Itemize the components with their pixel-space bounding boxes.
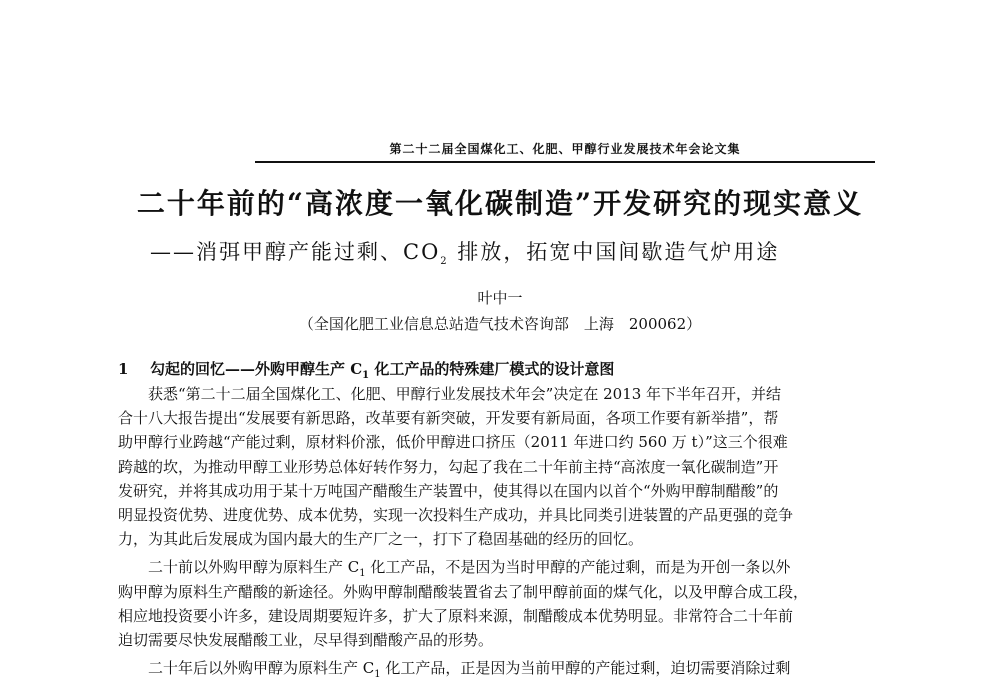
p2-text-after: 化工产品，不是因为当时甲醇的产能过剩，而是为开创一条以外 — [365, 558, 791, 577]
body-text — [118, 382, 882, 680]
p3-text-before: 二十年后以外购甲醇为原料生产 C — [148, 659, 375, 678]
subtitle-text-after: 排放，拓宽中国间歇造气炉用途 — [448, 240, 780, 264]
section-number: 1 — [118, 360, 129, 378]
paragraph-2-line — [118, 555, 882, 579]
p3-subscript: 1 — [374, 669, 381, 681]
paragraph-1-line: 获悉“第二十二届全国煤化工、化肥、甲醇行业发展技术年会”决定在 2013 年下半年召开，并结 — [148, 385, 782, 403]
article-title: 二十年前的“高浓度一氧化碳制造”开发研究的现实意义 — [136, 187, 864, 220]
article-subtitle — [150, 236, 870, 267]
paragraph-2-line: 迫切需要尽快发展醋酸工业，尽早得到醋酸产品的形势。 — [118, 630, 494, 649]
section-heading — [118, 358, 898, 381]
paragraph-2-line: 购甲醇为原料生产醋酸的新途径。外购甲醇制醋酸装置省去了制甲醇前面的煤气化，以及甲醇合成工段， — [118, 582, 809, 601]
paragraph-3-line — [118, 656, 882, 680]
paragraph-1-line: 合十八大报告提出“发展要有新思路，改革要有新突破，开发要有新局面，各项工作要有新举措”，帮 — [118, 409, 779, 428]
p3-text-after: 化工产品，正是因为当前甲醇的产能过剩，迫切需要消除过剩 — [380, 659, 791, 678]
paragraph-1-line: 助甲醇行业跨越“产能过剩，原材料价涨，低价甲醇进口挤压（2011 年进口约 560 万 t）”这三个很难 — [118, 433, 788, 452]
section-heading-after: 化工产品的特殊建厂模式的设计意图 — [369, 360, 615, 378]
section-heading-before: 勾起的回忆——外购甲醇生产 C — [150, 360, 363, 378]
p2-text-before: 二十前以外购甲醇为原料生产 C — [148, 558, 360, 577]
paragraph-1-line: 跨越的坎，为推动甲醇工业形势总体好转作努力，勾起了我在二十年前主持“高浓度一氧化碳制造”开 — [118, 457, 779, 476]
header-rule — [255, 161, 875, 163]
running-header: 第二十二届全国煤化工、化肥、甲醇行业发展技术年会论文集 — [389, 142, 741, 156]
paragraph-1-line: 明显投资优势、进度优势、成本优势，实现一次投料生产成功，并具比同类引进装置的产品更强的竞争 — [118, 505, 794, 524]
p2-subscript: 1 — [359, 568, 366, 580]
paragraph-1-line: 力，为其此后发展成为国内最大的生产厂之一，打下了稳固基础的经历的回忆。 — [118, 530, 644, 549]
subtitle-text-before: ——消弭甲醇产能过剩、CO — [150, 240, 441, 264]
author-name: 叶中一 — [477, 289, 523, 307]
author-affiliation: （全国化肥工业信息总站造气技术咨询部 上海 200062） — [298, 315, 702, 333]
paragraph-1-line: 发研究，并将其成功用于某十万吨国产醋酸生产装置中，使其得以在国内以首个“外购甲醇制醋酸”的 — [118, 481, 779, 500]
section-heading-subscript: 1 — [362, 370, 370, 381]
subtitle-subscript: 2 — [440, 256, 449, 268]
paragraph-2-line: 相应地投资要小许多，建设周期要短许多，扩大了原料来源，制醋酸成本优势明显。非常符合二十年前 — [118, 606, 794, 625]
